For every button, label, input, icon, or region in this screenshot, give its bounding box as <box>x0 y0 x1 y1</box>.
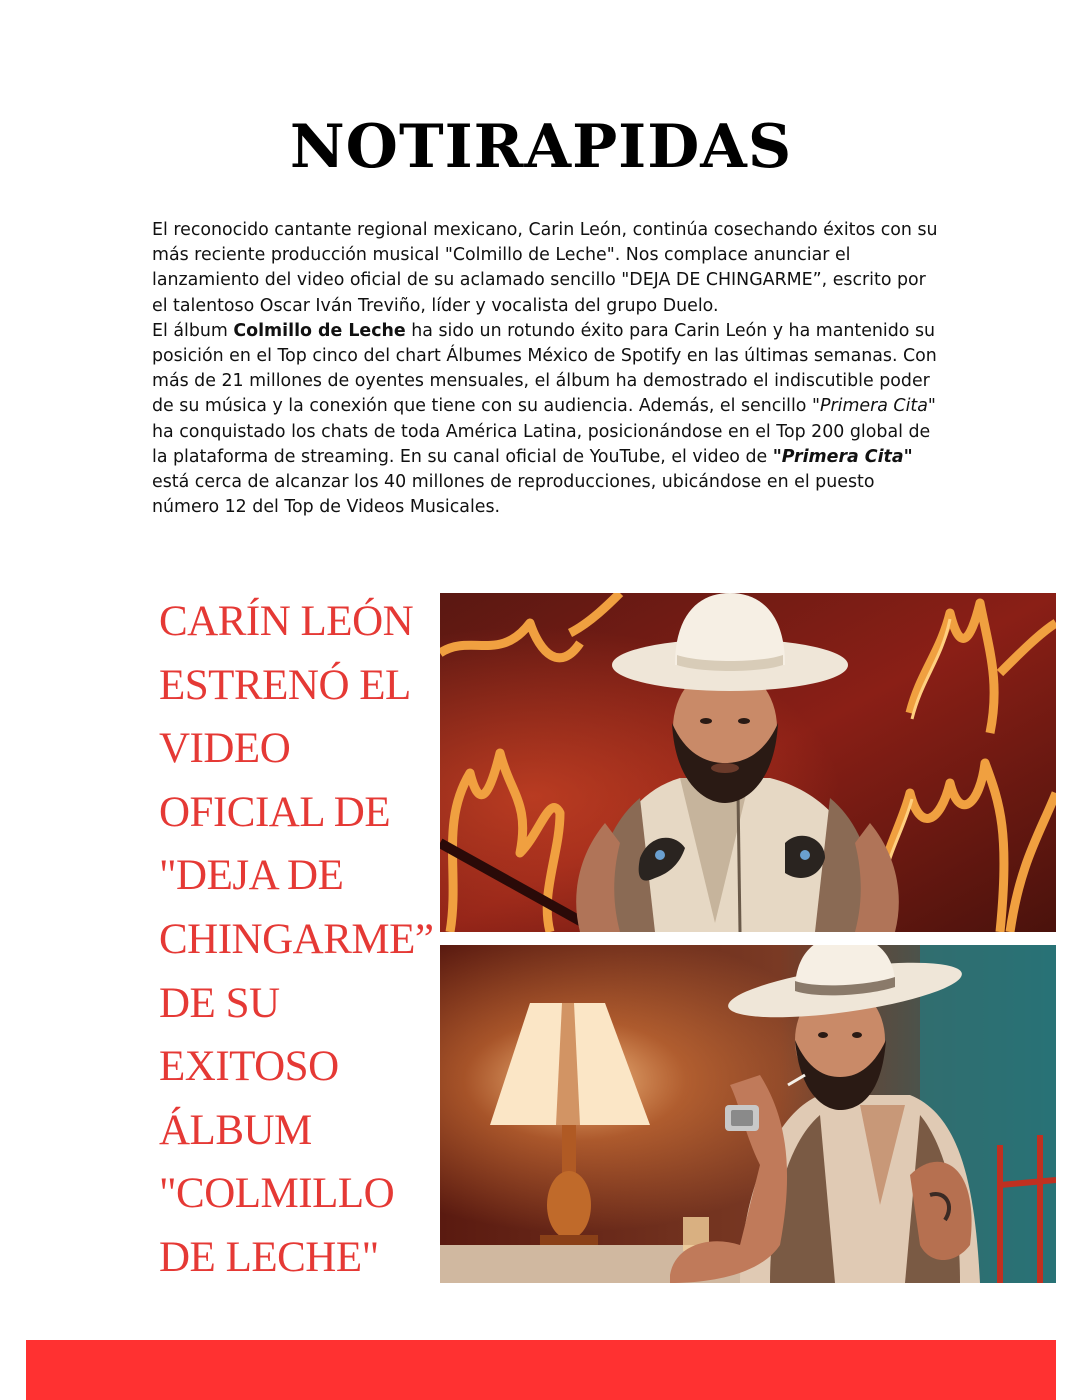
headline-line: VIDEO <box>159 725 291 773</box>
text-segment: está cerca de alcanzar los 40 millones de reproducciones, ubicándose en el puesto número 12 del Top de Videos Musicales. <box>152 472 875 518</box>
singer-photo-lamp <box>440 945 1056 1283</box>
text-segment: El álbum <box>152 320 234 341</box>
singer-photo-flames <box>440 593 1056 932</box>
album-name-bold: Colmillo de Leche <box>233 320 406 341</box>
single-name-bold-italic: "Primera Cita" <box>772 446 913 467</box>
article-paragraph-1: El reconocido cantante regional mexicano, Carin León, continúa cosechando éxitos con su más reciente producción musical "Colmillo de Leche". Nos complace anunciar el lanzamiento del video oficial de su aclamado sencillo "DEJA DE CHINGARME”, escrito por el talentoso Oscar Iván Treviño, líder y vocalista del grupo Duelo. <box>152 220 938 316</box>
headline-line: "COLMILLO <box>159 1170 395 1218</box>
headline-line: ESTRENÓ EL <box>159 661 411 709</box>
headline-line: DE SU <box>159 979 280 1027</box>
feature-headline <box>159 590 449 1290</box>
photo-illustration <box>440 593 1056 932</box>
headline-line: OFICIAL DE <box>159 788 391 836</box>
headline-line: EXITOSO <box>159 1043 339 1091</box>
article-paragraph-2 <box>152 319 942 521</box>
headline-line: ÁLBUM <box>159 1106 312 1154</box>
headline-line: "DEJA DE <box>159 852 344 900</box>
headline-line: CHINGARME” <box>159 915 434 963</box>
article-body <box>152 218 942 520</box>
footer-bar <box>26 1340 1056 1400</box>
single-name-italic: "Primera Cita" <box>811 396 936 417</box>
page-title: NOTIRAPIDAS <box>289 112 793 182</box>
headline-line: CARÍN LEÓN <box>159 598 414 645</box>
text-segment: ha conquistado los chats de toda América Latina, posicionándose en el Top 200 global de la plataforma de streaming. En su canal oficial de YouTube, el video de <box>152 421 931 467</box>
text-segment: ha sido un rotundo éxito para Carin León y ha mantenido su posición en el Top cinco del chart Álbumes México de Spotify en las últimas semanas. Con más de 21 millones de oyentes mensuales, el álbum ha demostrado el indiscutible poder de su música y la conexión que tiene con su audiencia. Además, el sencillo <box>152 320 937 417</box>
photo-illustration <box>440 945 1056 1283</box>
headline-line: DE LECHE" <box>159 1233 379 1281</box>
